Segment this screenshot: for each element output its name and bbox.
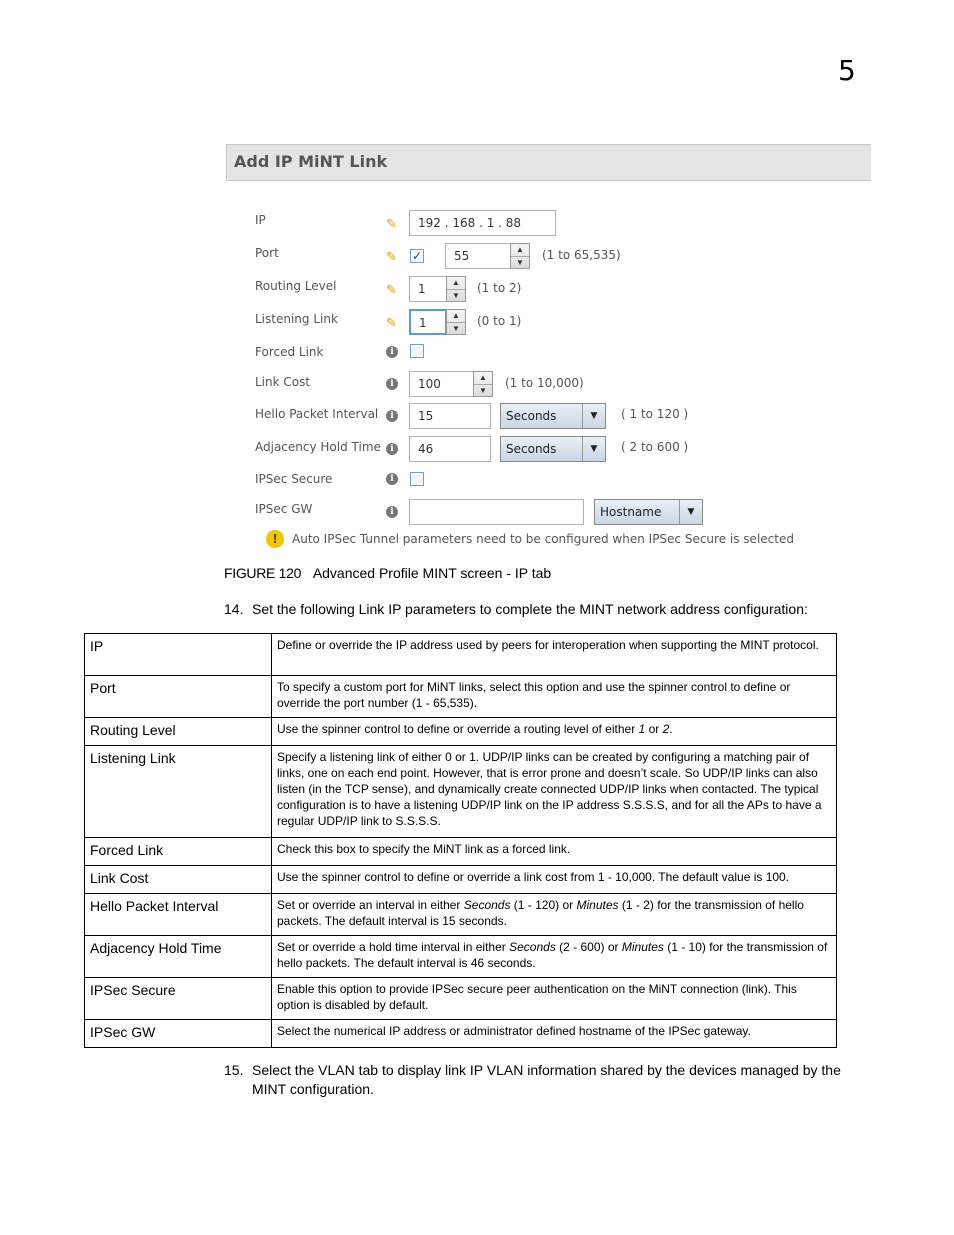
chevron-down-icon: ▼ [582, 437, 605, 461]
link-cost-range: (1 to 10,000) [505, 376, 584, 390]
listening-link-spinner[interactable] [446, 309, 466, 335]
param-name: Routing Level [85, 718, 272, 746]
adjacency-hold-time-label: Adjacency Hold Time [255, 440, 381, 454]
info-icon: i [386, 473, 398, 485]
override-pencil-icon[interactable]: ✎ [386, 249, 397, 264]
routing-level-label: Routing Level [255, 279, 337, 293]
param-description [272, 718, 837, 746]
warning-message: Auto IPSec Tunnel parameters need to be configured when IPSec Secure is selected [292, 532, 794, 546]
spinner-up-icon[interactable]: ▲ [447, 310, 465, 323]
spinner-up-icon[interactable]: ▲ [447, 277, 465, 290]
desc-part: (2 - 600) or [555, 940, 622, 954]
table-row [85, 676, 837, 718]
dialog-title: Add IP MiNT Link [234, 152, 388, 171]
port-checkbox[interactable]: ✓ [411, 249, 423, 263]
param-name: Link Cost [85, 866, 272, 894]
param-name: IPSec GW [85, 1020, 272, 1048]
listening-link-label: Listening Link [255, 312, 338, 326]
ip-address-input[interactable]: 192 . 168 . 1 . 88 [409, 210, 556, 236]
table-row [85, 894, 837, 936]
step-text [252, 600, 870, 619]
param-description [272, 894, 837, 936]
desc-part: Use the spinner control to define or override a routing level of either [277, 722, 639, 736]
table-row [85, 1020, 837, 1048]
desc-italic: 2 [662, 722, 670, 736]
hello-packet-interval-label: Hello Packet Interval [255, 407, 379, 421]
select-value: Seconds [506, 409, 557, 423]
override-pencil-icon[interactable]: ✎ [386, 315, 397, 330]
param-description: Define or override the IP address used by peers for interoperation when supporting the MINT protocol. [272, 634, 837, 676]
step-text-post: tab to display link IP VLAN information shared by the devices managed by the MINT configuration. [252, 1062, 841, 1097]
step-text-pre: Set the following [252, 601, 359, 617]
figure-caption-text: Advanced Profile MINT screen - IP tab [312, 565, 552, 581]
routing-level-range: (1 to 2) [477, 281, 522, 295]
routing-level-spinner[interactable] [446, 276, 466, 302]
table-row [85, 746, 837, 838]
info-icon: i [386, 346, 398, 358]
table-row [85, 634, 837, 676]
param-description: To specify a custom port for MiNT links, select this option and use the spinner control to define or override the port number (1 - 65,535). [272, 676, 837, 718]
port-input[interactable]: 55 [445, 243, 511, 269]
chevron-down-icon: ▼ [679, 500, 702, 524]
desc-part: . [669, 722, 673, 736]
hello-interval-input[interactable]: 15 [409, 403, 491, 429]
figure-label: FIGURE 120 [224, 565, 302, 581]
spinner-down-icon[interactable]: ▼ [516, 258, 524, 267]
param-description: Check this box to specify the MiNT link as a forced link. [272, 838, 837, 866]
ipsec-secure-label: IPSec Secure [255, 472, 333, 486]
adjacency-hold-range: ( 2 to 600 ) [621, 440, 689, 454]
spinner-down-icon[interactable]: ▼ [479, 386, 487, 395]
param-name: Port [85, 676, 272, 718]
desc-italic: Minutes [621, 940, 664, 954]
forced-link-label: Forced Link [255, 345, 324, 359]
select-value: Seconds [506, 442, 557, 456]
step-number: 14. [224, 601, 244, 617]
spinner-up-icon[interactable]: ▲ [511, 244, 529, 257]
info-icon: i [386, 443, 398, 455]
hello-interval-unit-select[interactable] [500, 403, 606, 429]
desc-italic: Seconds [509, 940, 556, 954]
param-name: Hello Packet Interval [85, 894, 272, 936]
desc-part: (1 - 120) or [510, 898, 577, 912]
param-description: Specify a listening link of either 0 or 1. UDP/IP links can be created by configuring a matching pair of links, one on each end point. However, that is error prone and doesn’t scale. So UDP/IP links can also listen (in the TCP sense), and dynamically create connected UDP/IP links when contacted. The typical configuration is to have a listening UDP/IP link on the IP address S.S.S.S, and for all the APs to have a regular UDP/IP link to S.S.S.S. [272, 746, 837, 838]
table-row [85, 936, 837, 978]
override-pencil-icon[interactable]: ✎ [386, 282, 397, 297]
param-description: Use the spinner control to define or override a link cost from 1 - 10,000. The default value is 100. [272, 866, 837, 894]
spinner-down-icon[interactable]: ▼ [452, 291, 460, 300]
adjacency-hold-unit-select[interactable] [500, 436, 606, 462]
warning-icon: ! [266, 530, 284, 548]
desc-part: Set or override an interval in either [277, 898, 464, 912]
step-text-pre: Select the [252, 1062, 319, 1078]
param-name: IPSec Secure [85, 978, 272, 1020]
override-pencil-icon[interactable]: ✎ [386, 216, 397, 231]
add-ip-mint-link-dialog [226, 144, 870, 556]
table-row [85, 978, 837, 1020]
desc-italic: Seconds [463, 898, 511, 912]
ipsec-gw-label: IPSec GW [255, 502, 313, 516]
link-cost-label: Link Cost [255, 375, 311, 389]
param-description [272, 936, 837, 978]
table-row [85, 718, 837, 746]
link-cost-input[interactable]: 100 [409, 371, 474, 397]
param-name: IP [85, 634, 272, 676]
figure-caption [224, 565, 551, 581]
hello-interval-range: ( 1 to 120 ) [621, 407, 689, 421]
port-range: (1 to 65,535) [542, 248, 621, 262]
port-spinner[interactable] [510, 243, 530, 269]
param-name: Listening Link [85, 746, 272, 838]
step-number: 15. [224, 1062, 244, 1078]
step-term: VLAN [318, 1062, 355, 1078]
table-row [85, 838, 837, 866]
chevron-down-icon: ▼ [582, 404, 605, 428]
select-value: Hostname [600, 505, 662, 519]
dialog-header [226, 144, 871, 181]
step-text-post: parameters to complete the MINT network address configuration: [401, 601, 808, 617]
desc-part: or [645, 722, 663, 736]
param-description: Select the numerical IP address or administrator defined hostname of the IPSec gateway. [272, 1020, 837, 1048]
step-text [252, 1061, 870, 1099]
param-description: Enable this option to provide IPSec secure peer authentication on the MiNT connection (link). This option is disabled by default. [272, 978, 837, 1020]
ip-label: IP [255, 213, 266, 227]
forced-link-checkbox[interactable] [410, 344, 424, 358]
info-icon: i [386, 378, 398, 390]
ipsec-gw-type-select[interactable] [594, 499, 703, 525]
port-label: Port [255, 246, 279, 260]
desc-part: (1 - 2) for the transmission of hello packets. The default interval is 15 seconds. [277, 898, 804, 928]
chapter-number: 5 [838, 54, 856, 87]
desc-italic: Minutes [576, 898, 619, 912]
spinner-up-icon[interactable]: ▲ [474, 372, 492, 385]
step-term: Link IP [358, 601, 402, 617]
ipsec-gw-input[interactable] [409, 499, 584, 525]
desc-italic: 1 [638, 722, 646, 736]
link-cost-spinner[interactable] [473, 371, 493, 397]
parameter-table [84, 633, 837, 1048]
info-icon: i [386, 506, 398, 518]
desc-part: Set or override a hold time interval in either [277, 940, 510, 954]
spinner-down-icon[interactable]: ▼ [452, 324, 460, 333]
info-icon: i [386, 410, 398, 422]
table-row [85, 866, 837, 894]
routing-level-input[interactable]: 1 [409, 276, 447, 302]
param-name: Adjacency Hold Time [85, 936, 272, 978]
param-name: Forced Link [85, 838, 272, 866]
ipsec-secure-checkbox[interactable] [410, 472, 424, 486]
listening-link-range: (0 to 1) [477, 314, 522, 328]
adjacency-hold-input[interactable]: 46 [409, 436, 491, 462]
listening-link-input[interactable]: 1 [409, 309, 447, 335]
desc-part: (1 - 10) for the transmission of hello packets. The default interval is 46 seconds. [277, 940, 828, 970]
